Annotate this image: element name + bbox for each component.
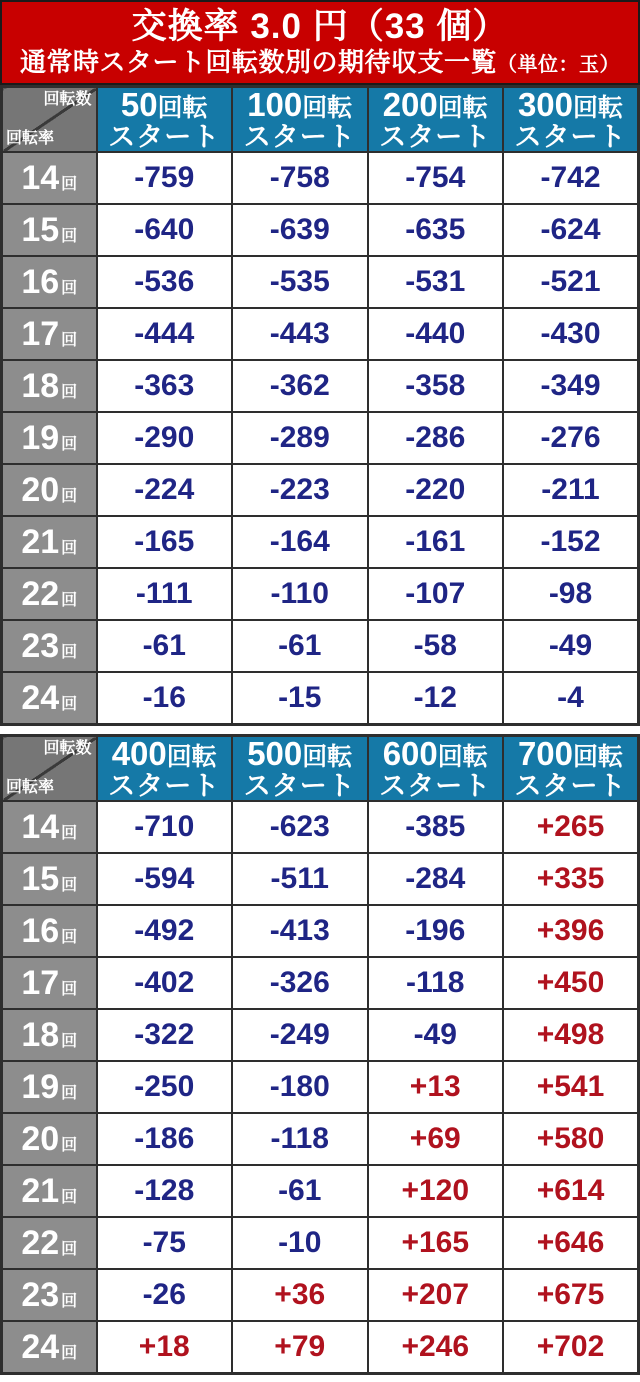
column-header-start: スタート (243, 122, 356, 152)
value-cell: -4 (503, 672, 639, 725)
value-cell: -385 (368, 801, 504, 853)
value-cell: -624 (503, 204, 639, 256)
value-cell: -49 (368, 1009, 504, 1061)
column-header-num: 400 (111, 735, 167, 772)
row-label-num: 20 (21, 471, 60, 509)
table-row (2, 464, 639, 516)
value-cell: +165 (368, 1217, 504, 1269)
row-label-num: 15 (21, 211, 60, 249)
value-cell: -16 (97, 672, 233, 725)
table-row (2, 1217, 639, 1269)
row-label (2, 1217, 97, 1269)
row-label (2, 620, 97, 672)
row-label-num: 15 (21, 860, 60, 898)
column-header-500-start (232, 736, 368, 802)
row-label (2, 568, 97, 620)
corner-cell (2, 87, 97, 153)
row-label-unit: 回 (61, 384, 78, 401)
value-cell: +335 (503, 853, 639, 905)
value-cell: +79 (232, 1321, 368, 1374)
row-label (2, 308, 97, 360)
row-label-unit: 回 (61, 825, 78, 842)
table-row (2, 360, 639, 412)
row-label-num: 14 (21, 808, 60, 846)
row-label (2, 204, 97, 256)
row-label (2, 905, 97, 957)
header-row (2, 87, 639, 153)
value-cell: -284 (368, 853, 504, 905)
value-cell: -363 (97, 360, 233, 412)
column-header-num: 200 (382, 86, 438, 123)
value-cell: -289 (232, 412, 368, 464)
table-row (2, 256, 639, 308)
row-label (2, 360, 97, 412)
row-label-unit: 回 (61, 929, 78, 946)
value-cell: -623 (232, 801, 368, 853)
table-row (2, 204, 639, 256)
row-label-num: 18 (21, 367, 60, 405)
value-cell: -635 (368, 204, 504, 256)
row-label-unit: 回 (61, 332, 78, 349)
row-label-num: 20 (21, 1120, 60, 1158)
value-cell: -58 (368, 620, 504, 672)
value-cell: -196 (368, 905, 504, 957)
row-label-num: 17 (21, 315, 60, 353)
value-cell: -758 (232, 152, 368, 204)
column-header-start: スタート (379, 771, 492, 801)
row-label-num: 21 (21, 1172, 60, 1210)
column-header-num: 300 (517, 86, 574, 123)
column-header-start: スタート (514, 122, 627, 152)
row-label-num: 16 (21, 263, 60, 301)
table-row (2, 1061, 639, 1113)
row-label (2, 412, 97, 464)
value-cell: -742 (503, 152, 639, 204)
row-label (2, 1009, 97, 1061)
value-cell: +675 (503, 1269, 639, 1321)
row-label-num: 23 (21, 627, 60, 665)
column-header-700-start (503, 736, 639, 802)
value-cell: -220 (368, 464, 504, 516)
row-label-num: 16 (21, 912, 60, 950)
table-row (2, 516, 639, 568)
row-label (2, 1061, 97, 1113)
column-header-line1 (98, 88, 232, 121)
column-header-num: 500 (247, 735, 303, 772)
value-cell: +36 (232, 1269, 368, 1321)
row-label-unit: 回 (61, 1189, 78, 1206)
column-header-200-start (368, 87, 504, 153)
table-row (2, 1269, 639, 1321)
column-header-unit: 回転 (166, 743, 217, 771)
value-cell: -536 (97, 256, 233, 308)
value-cell: -440 (368, 308, 504, 360)
value-cell: -511 (232, 853, 368, 905)
row-label-unit: 回 (61, 436, 78, 453)
table-row (2, 1113, 639, 1165)
value-cell: -211 (503, 464, 639, 516)
column-header-unit: 回転 (437, 94, 488, 122)
value-cell: +614 (503, 1165, 639, 1217)
row-label (2, 464, 97, 516)
value-cell: +265 (503, 801, 639, 853)
value-cell: +541 (503, 1061, 639, 1113)
table-row (2, 152, 639, 204)
value-cell: -15 (232, 672, 368, 725)
row-label-num: 23 (21, 1276, 60, 1314)
row-label-num: 22 (21, 1224, 60, 1262)
value-cell: -61 (97, 620, 233, 672)
row-label-num: 21 (21, 523, 60, 561)
value-cell: -290 (97, 412, 233, 464)
corner-bottom-label: 回転率 (6, 130, 55, 147)
row-label-unit: 回 (61, 1293, 78, 1310)
value-cell: -249 (232, 1009, 368, 1061)
value-cell: -326 (232, 957, 368, 1009)
column-header-100-start (232, 87, 368, 153)
header-row (2, 736, 639, 802)
row-label-unit: 回 (61, 1345, 78, 1362)
value-cell: -224 (97, 464, 233, 516)
row-label-unit: 回 (61, 176, 78, 193)
value-cell: +450 (503, 957, 639, 1009)
corner-bottom-label: 回転率 (6, 779, 55, 796)
value-cell: -107 (368, 568, 504, 620)
table-row (2, 957, 639, 1009)
value-cell: -639 (232, 204, 368, 256)
row-label (2, 1269, 97, 1321)
value-cell: -535 (232, 256, 368, 308)
value-cell: -49 (503, 620, 639, 672)
value-cell: -165 (97, 516, 233, 568)
value-cell: -640 (97, 204, 233, 256)
column-header-300-start (503, 87, 639, 153)
value-cell: -161 (368, 516, 504, 568)
value-cell: -223 (232, 464, 368, 516)
value-cell: +498 (503, 1009, 639, 1061)
column-header-num: 50 (120, 86, 158, 123)
value-cell: -531 (368, 256, 504, 308)
value-cell: -12 (368, 672, 504, 725)
value-cell: -594 (97, 853, 233, 905)
table-row (2, 412, 639, 464)
row-label-num: 19 (21, 419, 60, 457)
value-cell: -358 (368, 360, 504, 412)
banner-subtitle (20, 48, 620, 77)
row-label-num: 22 (21, 575, 60, 613)
value-cell: +396 (503, 905, 639, 957)
table-row (2, 801, 639, 853)
row-label (2, 1113, 97, 1165)
value-cell: -118 (368, 957, 504, 1009)
column-header-400-start (97, 736, 233, 802)
column-header-line1 (98, 737, 232, 770)
column-header-start: スタート (108, 771, 221, 801)
column-header-start: スタート (108, 122, 221, 152)
table-row (2, 1009, 639, 1061)
value-cell: -61 (232, 620, 368, 672)
row-label-unit: 回 (61, 488, 78, 505)
value-cell: -492 (97, 905, 233, 957)
row-label (2, 152, 97, 204)
value-cell: +120 (368, 1165, 504, 1217)
table-row (2, 1165, 639, 1217)
value-cell: -26 (97, 1269, 233, 1321)
column-header-line1 (369, 737, 503, 770)
column-header-unit: 回転 (573, 94, 624, 122)
value-cell: -152 (503, 516, 639, 568)
row-label-unit: 回 (61, 1137, 78, 1154)
row-label-num: 14 (21, 159, 60, 197)
value-cell: -111 (97, 568, 233, 620)
row-label-num: 24 (21, 1328, 60, 1366)
table-row (2, 1321, 639, 1374)
column-header-line1 (504, 88, 637, 121)
row-label-unit: 回 (61, 644, 78, 661)
value-cell: -164 (232, 516, 368, 568)
value-cell: -521 (503, 256, 639, 308)
column-header-unit: 回転 (437, 743, 488, 771)
row-label-num: 17 (21, 964, 60, 1002)
column-header-start: スタート (243, 771, 356, 801)
value-cell: -75 (97, 1217, 233, 1269)
value-cell: -349 (503, 360, 639, 412)
value-cell: -286 (368, 412, 504, 464)
value-cell: +702 (503, 1321, 639, 1374)
value-cell: -61 (232, 1165, 368, 1217)
row-label-unit: 回 (61, 696, 78, 713)
value-cell: -186 (97, 1113, 233, 1165)
value-cell: -98 (503, 568, 639, 620)
corner-top-label: 回転数 (43, 740, 92, 757)
banner (0, 0, 640, 85)
value-cell: -444 (97, 308, 233, 360)
row-label-unit: 回 (61, 540, 78, 557)
value-cell: -443 (232, 308, 368, 360)
row-label (2, 801, 97, 853)
corner-top-label: 回転数 (43, 91, 92, 108)
row-label-unit: 回 (61, 1085, 78, 1102)
banner-subtitle-text: 通常時スタート回転数別の期待収支一覧 (19, 47, 497, 78)
column-header-line1 (504, 737, 637, 770)
table-row (2, 853, 639, 905)
value-cell: -118 (232, 1113, 368, 1165)
column-header-start: スタート (514, 771, 627, 801)
row-label (2, 1321, 97, 1374)
column-header-unit: 回転 (157, 94, 208, 122)
column-header-600-start (368, 736, 504, 802)
table-row (2, 568, 639, 620)
column-header-num: 700 (517, 735, 574, 772)
banner-title: 交換率 3.0 円（33 個） (131, 7, 509, 47)
value-cell: +246 (368, 1321, 504, 1374)
row-label-unit: 回 (61, 592, 78, 609)
value-cell: -759 (97, 152, 233, 204)
column-header-start: スタート (379, 122, 492, 152)
row-label (2, 957, 97, 1009)
value-cell: -276 (503, 412, 639, 464)
table-row (2, 905, 639, 957)
value-cell: -430 (503, 308, 639, 360)
corner-cell (2, 736, 97, 802)
value-cell: -10 (232, 1217, 368, 1269)
value-cell: -362 (232, 360, 368, 412)
value-cell: +13 (368, 1061, 504, 1113)
column-header-50-start (97, 87, 233, 153)
row-label-unit: 回 (61, 981, 78, 998)
tables-container (0, 85, 640, 1375)
row-label (2, 853, 97, 905)
row-label-unit: 回 (61, 877, 78, 894)
value-cell: -128 (97, 1165, 233, 1217)
value-cell: -250 (97, 1061, 233, 1113)
column-header-unit: 回転 (573, 743, 624, 771)
value-cell: -413 (232, 905, 368, 957)
value-cell: -754 (368, 152, 504, 204)
column-header-num: 600 (382, 735, 438, 772)
row-label-num: 18 (21, 1016, 60, 1054)
column-header-unit: 回転 (302, 743, 353, 771)
row-label (2, 672, 97, 725)
column-header-line1 (233, 88, 367, 121)
value-cell: -402 (97, 957, 233, 1009)
value-cell: +646 (503, 1217, 639, 1269)
value-cell: -180 (232, 1061, 368, 1113)
row-label-num: 24 (21, 679, 60, 717)
value-cell: +69 (368, 1113, 504, 1165)
table-row (2, 308, 639, 360)
row-label-unit: 回 (61, 280, 78, 297)
row-label-unit: 回 (61, 1033, 78, 1050)
banner-subtitle-unit: （単位：玉） (497, 54, 620, 77)
value-cell: +207 (368, 1269, 504, 1321)
value-cell: +580 (503, 1113, 639, 1165)
row-label (2, 256, 97, 308)
value-cell: +18 (97, 1321, 233, 1374)
start-table-2 (0, 734, 640, 1375)
row-label-unit: 回 (61, 228, 78, 245)
column-header-line1 (233, 737, 367, 770)
table-row (2, 672, 639, 725)
row-label (2, 1165, 97, 1217)
value-cell: -710 (97, 801, 233, 853)
row-label-unit: 回 (61, 1241, 78, 1258)
value-cell: -110 (232, 568, 368, 620)
table-row (2, 620, 639, 672)
column-header-num: 100 (247, 86, 303, 123)
column-header-line1 (369, 88, 503, 121)
column-header-unit: 回転 (302, 94, 353, 122)
value-cell: -322 (97, 1009, 233, 1061)
start-table-1 (0, 85, 640, 726)
row-label (2, 516, 97, 568)
row-label-num: 19 (21, 1068, 60, 1106)
